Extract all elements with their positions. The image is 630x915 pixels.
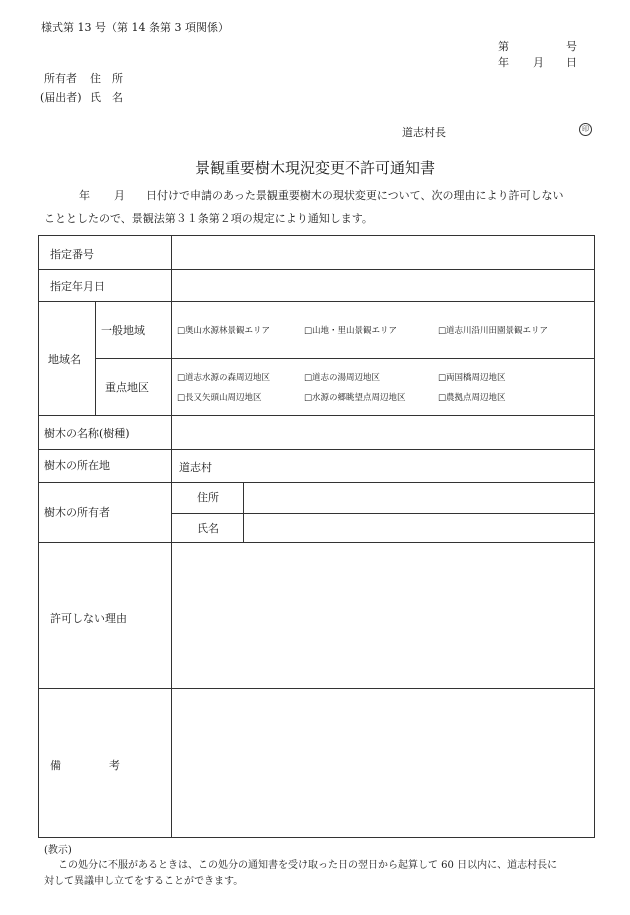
body-line1: 日付けで申請のあった景観重要樹木の現状変更について、次の理由により許可しない <box>146 189 564 202</box>
option-doshigawa-denen[interactable]: □道志川沿川田園景観エリア <box>438 326 549 336</box>
body-tsuki: 月 <box>114 189 125 202</box>
option-suigen-no-mori[interactable]: □道志水源の森周辺地区 <box>177 373 271 383</box>
option-nou-kyoten[interactable]: □農拠点周辺地区 <box>438 393 506 403</box>
tree-location-value[interactable]: 道志村 <box>179 461 212 474</box>
doc-number-go: 号 <box>566 40 577 53</box>
body-nen: 年 <box>79 189 90 202</box>
seal-mark: 印 <box>579 123 592 136</box>
label-priority-area: 重点地区 <box>105 381 149 394</box>
label-tree-location: 樹木の所在地 <box>44 459 110 472</box>
label-designation-date: 指定年月日 <box>50 280 105 293</box>
option-doshi-no-yu[interactable]: □道志の湯周辺地区 <box>304 373 381 383</box>
tree-name-field[interactable] <box>172 416 594 449</box>
option-suigen-no-sato[interactable]: □水源の郷眺望点周辺地区 <box>304 393 406 403</box>
row-divider <box>39 301 595 302</box>
label-remarks-2: 考 <box>109 759 120 772</box>
column-divider <box>95 301 96 415</box>
option-sanchi-satoyama[interactable]: □山地・里山景観エリア <box>304 326 398 336</box>
designation-number-field[interactable] <box>172 237 594 269</box>
body-line2: こととしたので、景観法第３１条第２項の規定により通知します。 <box>44 212 373 225</box>
owner-address-field[interactable] <box>244 483 594 513</box>
form-table <box>38 235 595 838</box>
notice-label: (教示) <box>44 845 72 856</box>
option-ryogokubashi[interactable]: □両国橋周辺地区 <box>438 373 506 383</box>
notice-line1: この処分に不服があるときは、この処分の通知書を受け取った日の翌日から起算して 60 日以内に、道志村長に <box>58 860 558 871</box>
label-owner-name: 氏名 <box>197 522 219 535</box>
label-remarks-1: 備 <box>50 759 61 772</box>
designation-date-field[interactable] <box>172 270 594 301</box>
label-owner-address: 住所 <box>197 491 219 504</box>
form-number: 様式第 13 号（第 14 条第 3 項関係） <box>41 21 229 34</box>
doc-number-dai: 第 <box>498 40 509 53</box>
sender-title: 道志村長 <box>402 126 446 139</box>
label-area-name: 地域名 <box>48 353 81 366</box>
document-title: 景観重要樹木現況変更不許可通知書 <box>195 159 436 177</box>
label-general-area: 一般地域 <box>101 324 145 337</box>
option-okuyama-suigenrin[interactable]: □奥山水源林景観エリア <box>177 326 271 336</box>
label-reason: 許可しない理由 <box>50 612 127 625</box>
addressee-notifier: (届出者) <box>40 91 82 104</box>
label-tree-name: 樹木の名称(樹種) <box>44 427 130 440</box>
label-tree-owner: 樹木の所有者 <box>44 506 110 519</box>
row-divider <box>39 449 595 450</box>
reason-field[interactable] <box>172 543 594 688</box>
date-nen: 年 <box>498 56 509 69</box>
owner-name-field[interactable] <box>244 514 594 542</box>
row-divider <box>95 358 595 359</box>
addressee-address-label: 住 所 <box>90 72 123 85</box>
date-tsuki: 月 <box>533 56 544 69</box>
addressee-name-label: 氏 名 <box>90 91 123 104</box>
addressee-owner: 所有者 <box>44 72 77 85</box>
label-designation-number: 指定番号 <box>50 248 94 261</box>
notice-line2: 対して異議申し立てをすることができます。 <box>44 876 244 887</box>
remarks-field[interactable] <box>172 689 594 837</box>
date-hi: 日 <box>566 56 577 69</box>
option-nagamata-yatoyama[interactable]: □長又矢頭山周辺地区 <box>177 393 262 403</box>
